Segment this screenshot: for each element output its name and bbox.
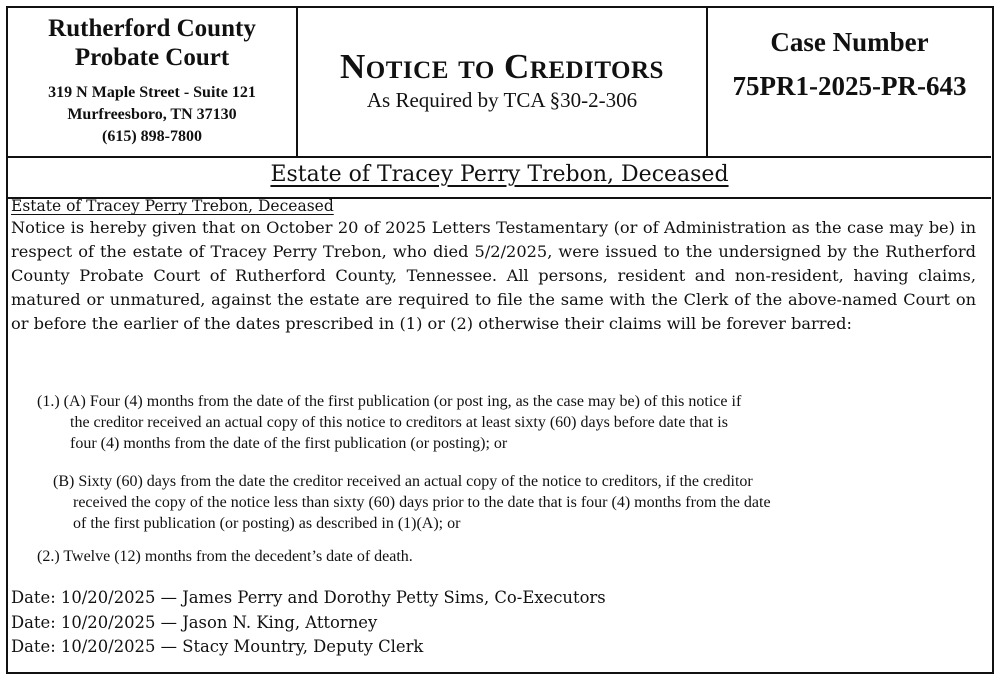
notice-paragraph: Notice is hereby given that on October 20 of 2025 Letters Testamentary (or of Administration as the case may be) in respect of the estate of Tracey Perry Trebon, who died 5/2/2025, were issued to the undersigned by the Rutherford County Probate Court of Rutherford County, Tennessee. All persons, resident and non-resident, having claims, matured or unmatured, against the estate are required to file the same with the Clerk of the above-named Court on or before the earlier of the dates prescribed in (1) or (2) otherwise their claims will be forever barred: [11,218,976,333]
signature-deputy-clerk: Date: 10/20/2025 — Stacy Mountry, Deputy Clerk [11,637,424,656]
item-1a-line2: the creditor received an actual copy of this notice to creditors at least sixty (60) days before date that is [70,414,728,431]
item-1a-line1: (1.) (A) Four (4) months from the date of the first publication (or post ing, as the case may be) of this notice if [37,393,742,410]
case-cell [708,8,991,156]
title-cell [298,8,708,156]
court-name-line2: Probate Court [74,44,230,71]
signature-attorney: Date: 10/20/2025 — Jason N. King, Attorney [11,612,378,632]
court-name-line1: Rutherford County [48,15,256,42]
address-line1: 319 N Maple Street - Suite 121 [48,84,256,101]
item-1a-line3: four (4) months from the date of the first publication (or posting); or [70,435,508,452]
item-2-text: (2.) Twelve (12) months from the decedent’s date of death. [37,548,413,565]
case-number-label: Case Number [770,27,929,57]
signature-executors: Date: 10/20/2025 — James Perry and Dorothy Petty Sims, Co-Executors [11,588,606,607]
item-1b-line3: of the first publication (or posting) as described in (1)(A); or [73,515,461,532]
estate-line: Estate of Tracey Perry Trebon, Deceased [11,197,334,215]
court-info-cell [8,8,298,156]
case-number: 75PR1-2025-PR-643 [732,71,967,101]
court-name [8,14,296,72]
notice-body [11,196,976,336]
estate-heading: Estate of Tracey Perry Trebon, Deceased [270,162,729,187]
item-1b-line2: received the copy of the notice less than sixty (60) days prior to the date that is four (4) months from the date [73,494,771,511]
item-1b [53,471,771,534]
notice-title: Notice to Creditors [340,47,664,86]
court-phone: (615) 898-7800 [102,128,202,145]
address-line2: Murfreesboro, TN 37130 [67,106,237,123]
signature-lines [11,586,606,660]
estate-heading-bar [8,156,991,199]
notice-subtitle: As Required by TCA §30-2-306 [366,88,638,112]
notice-frame [6,6,994,674]
item-1a [37,391,741,454]
item-2 [37,546,413,567]
header-row [8,8,991,158]
court-address [8,82,296,148]
item-1b-line1: (B) Sixty (60) days from the date the creditor received an actual copy of the notice to creditors, if the creditor [53,473,753,490]
